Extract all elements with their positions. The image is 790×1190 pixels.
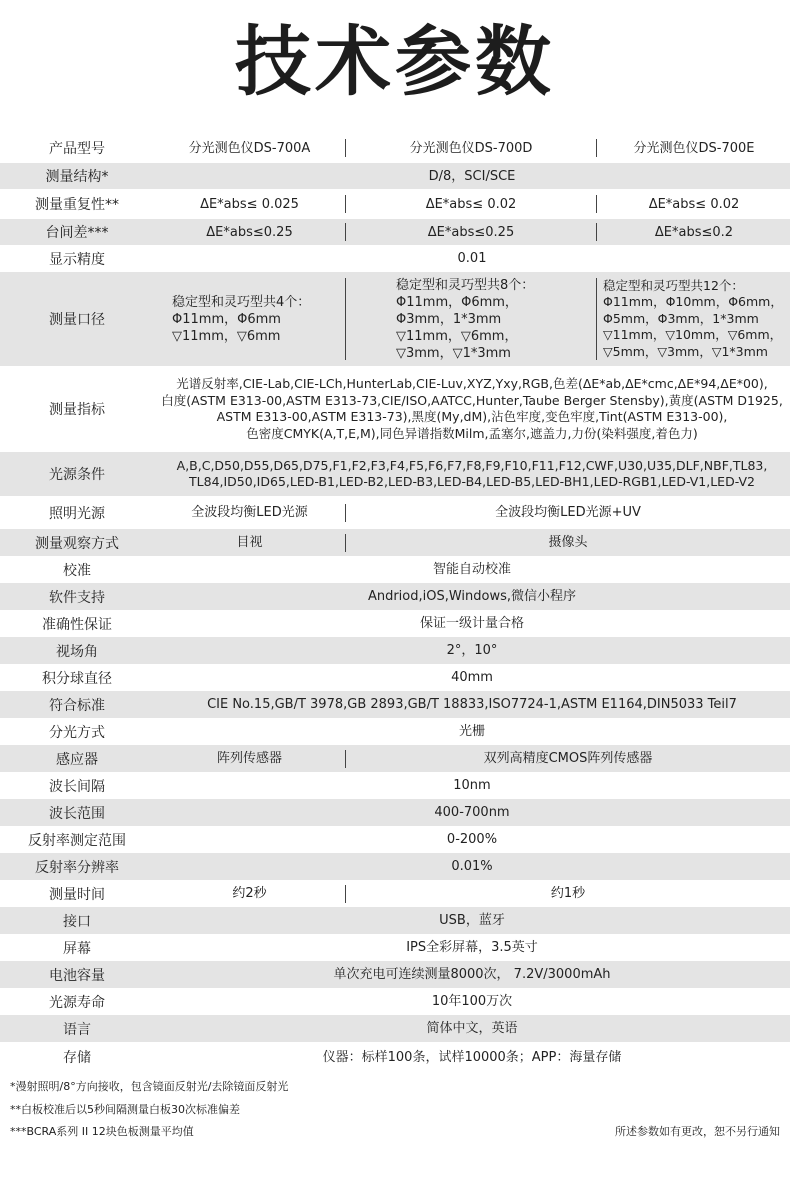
table-row-storage	[0, 1042, 790, 1072]
row-label: 软件支持	[49, 589, 105, 606]
row-value: 40mm	[451, 670, 493, 685]
row-value: 单次充电可连续测量8000次， 7.2V/3000mAh	[333, 967, 611, 982]
row-label: 测量口径	[49, 312, 105, 328]
row-value: Andriod,iOS,Windows,微信小程序	[367, 589, 577, 604]
row-label: 存储	[63, 1050, 91, 1066]
row-value: 仪器：标样100条，试样10000条；APP：海量存储	[322, 1049, 622, 1065]
table-row-inter-instrument	[0, 219, 790, 245]
row-value-a: ΔE*abs≤0.25	[206, 224, 293, 240]
table-row-structure	[0, 163, 790, 189]
row-label: 积分球直径	[42, 670, 112, 687]
row-label: 台间差***	[45, 225, 109, 241]
row-value-a: 全波段均衡LED光源	[191, 505, 308, 520]
indices-line: ASTM E313-00,ASTM E313-73),黑度(My,dM),沾色牢度,变色牢度,Tint(ASTM E313-00),	[216, 409, 728, 424]
row-value: IPS全彩屏幕，3.5英寸	[406, 940, 538, 955]
aperture-line: ▽11mm，▽6mm，	[396, 328, 518, 344]
aperture-line: Φ5mm，Φ3mm，1*3mm	[603, 310, 759, 326]
table-row-screen	[0, 934, 790, 961]
aperture-line: 稳定型和灵巧型共4个：	[172, 294, 311, 310]
table-row-observer-angle	[0, 637, 790, 664]
row-label: 测量重复性**	[35, 197, 119, 213]
row-value: 10年100万次	[431, 994, 513, 1009]
row-value: 0.01%	[451, 859, 493, 874]
row-label: 显示精度	[49, 251, 105, 268]
table-row-lamp-life	[0, 988, 790, 1015]
table-row-calibration	[0, 556, 790, 583]
row-value: 0.01	[457, 251, 487, 266]
row-value: 智能自动校准	[432, 562, 511, 577]
row-value-e: ΔE*abs≤0.2	[654, 224, 734, 240]
aperture-line: Φ11mm，Φ6mm	[172, 311, 281, 327]
table-row-indices	[0, 366, 790, 452]
row-value-a: 约2秒	[232, 886, 267, 901]
row-label: 语言	[63, 1021, 91, 1038]
row-value: 保证一级计量合格	[419, 616, 524, 631]
table-row-wavelength-interval	[0, 772, 790, 799]
aperture-line: 稳定型和灵巧型共12个：	[603, 277, 744, 293]
spec-table	[0, 133, 790, 1072]
illuminants-line: A,B,C,D50,D55,D65,D75,F1,F2,F3,F4,F5,F6,F7,F8,F9,F10,F11,F12,CWF,U30,U35,DLF,NBF,TL83,	[176, 457, 768, 473]
row-value: 光栅	[458, 724, 485, 739]
table-row-battery	[0, 961, 790, 988]
footnote: ***BCRA系列 II 12块色板测量平均值	[10, 1125, 194, 1138]
row-label: 视场角	[56, 643, 98, 660]
row-value-de: 约1秒	[550, 886, 586, 901]
aperture-line: ▽11mm，▽10mm，▽6mm，	[603, 327, 783, 343]
aperture-line: ▽5mm，▽3mm，▽1*3mm	[603, 343, 768, 359]
aperture-d	[346, 277, 596, 362]
aperture-line: ▽3mm，▽1*3mm	[396, 345, 511, 361]
row-label: 分光方式	[49, 724, 105, 741]
model-e: 分光测色仪DS-700E	[633, 140, 755, 156]
table-row-sphere-diameter	[0, 664, 790, 691]
illuminants-value	[154, 458, 790, 491]
row-value: D/8，SCI/SCE	[428, 168, 516, 184]
model-a: 分光测色仪DS-700A	[188, 140, 311, 156]
page-title: 技术参数	[235, 17, 555, 106]
row-value-d: ΔE*abs≤0.25	[427, 224, 515, 240]
table-row-light-source	[0, 496, 790, 529]
row-value: 10nm	[453, 778, 491, 793]
table-row-illuminants	[0, 452, 790, 496]
row-value-a: 目视	[236, 535, 263, 550]
table-row-wavelength-range	[0, 799, 790, 826]
row-label: 波长范围	[49, 805, 105, 822]
footnote: **白板校准后以5秒间隔测量白板30次标准偏差	[10, 1103, 240, 1116]
table-row-reflectance-resolution	[0, 853, 790, 880]
row-label: 反射率测定范围	[28, 832, 126, 849]
row-label: 感应器	[56, 751, 98, 768]
table-row-repeatability	[0, 189, 790, 219]
row-value: USB，蓝牙	[439, 913, 505, 928]
table-row-interface	[0, 907, 790, 934]
indices-line: 光谱反射率,CIE-Lab,CIE-LCh,HunterLab,CIE-Luv,XYZ,Yxy,RGB,色差(ΔE*ab,ΔE*cmc,ΔE*94,ΔE*00),	[176, 376, 768, 391]
aperture-e	[597, 278, 790, 361]
indices-line: 白度(ASTM E313-00,ASTM E313-73,CIE/ISO,AATCC,Hunter,Taube Berger Stensby),黄度(ASTM D1925,	[161, 392, 783, 408]
row-label: 光源寿命	[49, 994, 105, 1011]
row-label: 产品型号	[49, 141, 105, 157]
row-value: 简体中文，英语	[426, 1021, 518, 1036]
table-row-sensor	[0, 745, 790, 772]
row-label: 波长间隔	[49, 778, 105, 795]
table-row-software	[0, 583, 790, 610]
row-value-de: 摄像头	[548, 535, 588, 550]
aperture-line: Φ3mm，1*3mm	[396, 311, 502, 327]
row-label: 反射率分辨率	[35, 859, 119, 876]
row-label: 照明光源	[49, 505, 105, 522]
table-row-spectral-method	[0, 718, 790, 745]
row-value-a: 阵列传感器	[216, 751, 282, 766]
aperture-line: Φ11mm，Φ10mm，Φ6mm，	[603, 294, 783, 310]
row-label: 校准	[63, 562, 91, 579]
row-label: 测量结构*	[45, 169, 109, 185]
row-value: 0-200%	[446, 832, 498, 847]
row-label: 准确性保证	[42, 616, 112, 633]
change-notice: 所述参数如有更改，恕不另行通知	[615, 1125, 780, 1138]
row-label: 测量时间	[49, 886, 105, 903]
row-label: 接口	[63, 913, 91, 930]
table-row-display-precision	[0, 245, 790, 272]
row-value-a: ΔE*abs≤ 0.025	[200, 196, 299, 212]
table-row-standards	[0, 691, 790, 718]
row-value: CIE No.15,GB/T 3978,GB 2893,GB/T 18833,ISO7724-1,ASTM E1164,DIN5033 Teil7	[207, 697, 737, 712]
row-label: 测量观察方式	[35, 535, 119, 552]
row-value-d: ΔE*abs≤ 0.02	[425, 196, 517, 212]
table-row-aperture	[0, 272, 790, 366]
row-value: 400-700nm	[434, 805, 510, 820]
table-row-measurement-time	[0, 880, 790, 907]
row-value-de: 双列高精度CMOS阵列传感器	[483, 751, 653, 766]
row-label: 符合标准	[49, 697, 105, 714]
aperture-line: Φ11mm，Φ6mm，	[396, 294, 518, 310]
row-label: 测量指标	[49, 402, 105, 418]
table-row-model	[0, 133, 790, 163]
table-row-language	[0, 1015, 790, 1042]
row-value: 2°，10°	[446, 643, 498, 658]
model-d: 分光测色仪DS-700D	[409, 140, 533, 156]
aperture-line: ▽11mm，▽6mm	[172, 328, 281, 344]
table-row-accuracy	[0, 610, 790, 637]
row-value-de: 全波段均衡LED光源+UV	[495, 505, 641, 520]
row-value-e: ΔE*abs≤ 0.02	[648, 196, 740, 212]
aperture-line: 稳定型和灵巧型共8个：	[396, 277, 535, 293]
indices-line: 色密度CMYK(A,T,E,M),同色异谱指数Milm,孟塞尔,遮盖力,力份(染料强度,着色力)	[246, 425, 698, 441]
row-label: 电池容量	[49, 967, 105, 984]
table-row-observation	[0, 529, 790, 556]
indices-value	[154, 376, 790, 442]
row-label: 光源条件	[49, 467, 105, 483]
footnote: *漫射照明/8°方向接收，包含镜面反射光/去除镜面反射光	[10, 1080, 289, 1093]
illuminants-line: TL84,ID50,ID65,LED-B1,LED-B2,LED-B3,LED-B4,LED-B5,LED-BH1,LED-RGB1,LED-V1,LED-V2	[189, 474, 755, 489]
row-label: 屏幕	[63, 940, 91, 957]
aperture-a	[154, 294, 345, 345]
table-row-reflectance-range	[0, 826, 790, 853]
